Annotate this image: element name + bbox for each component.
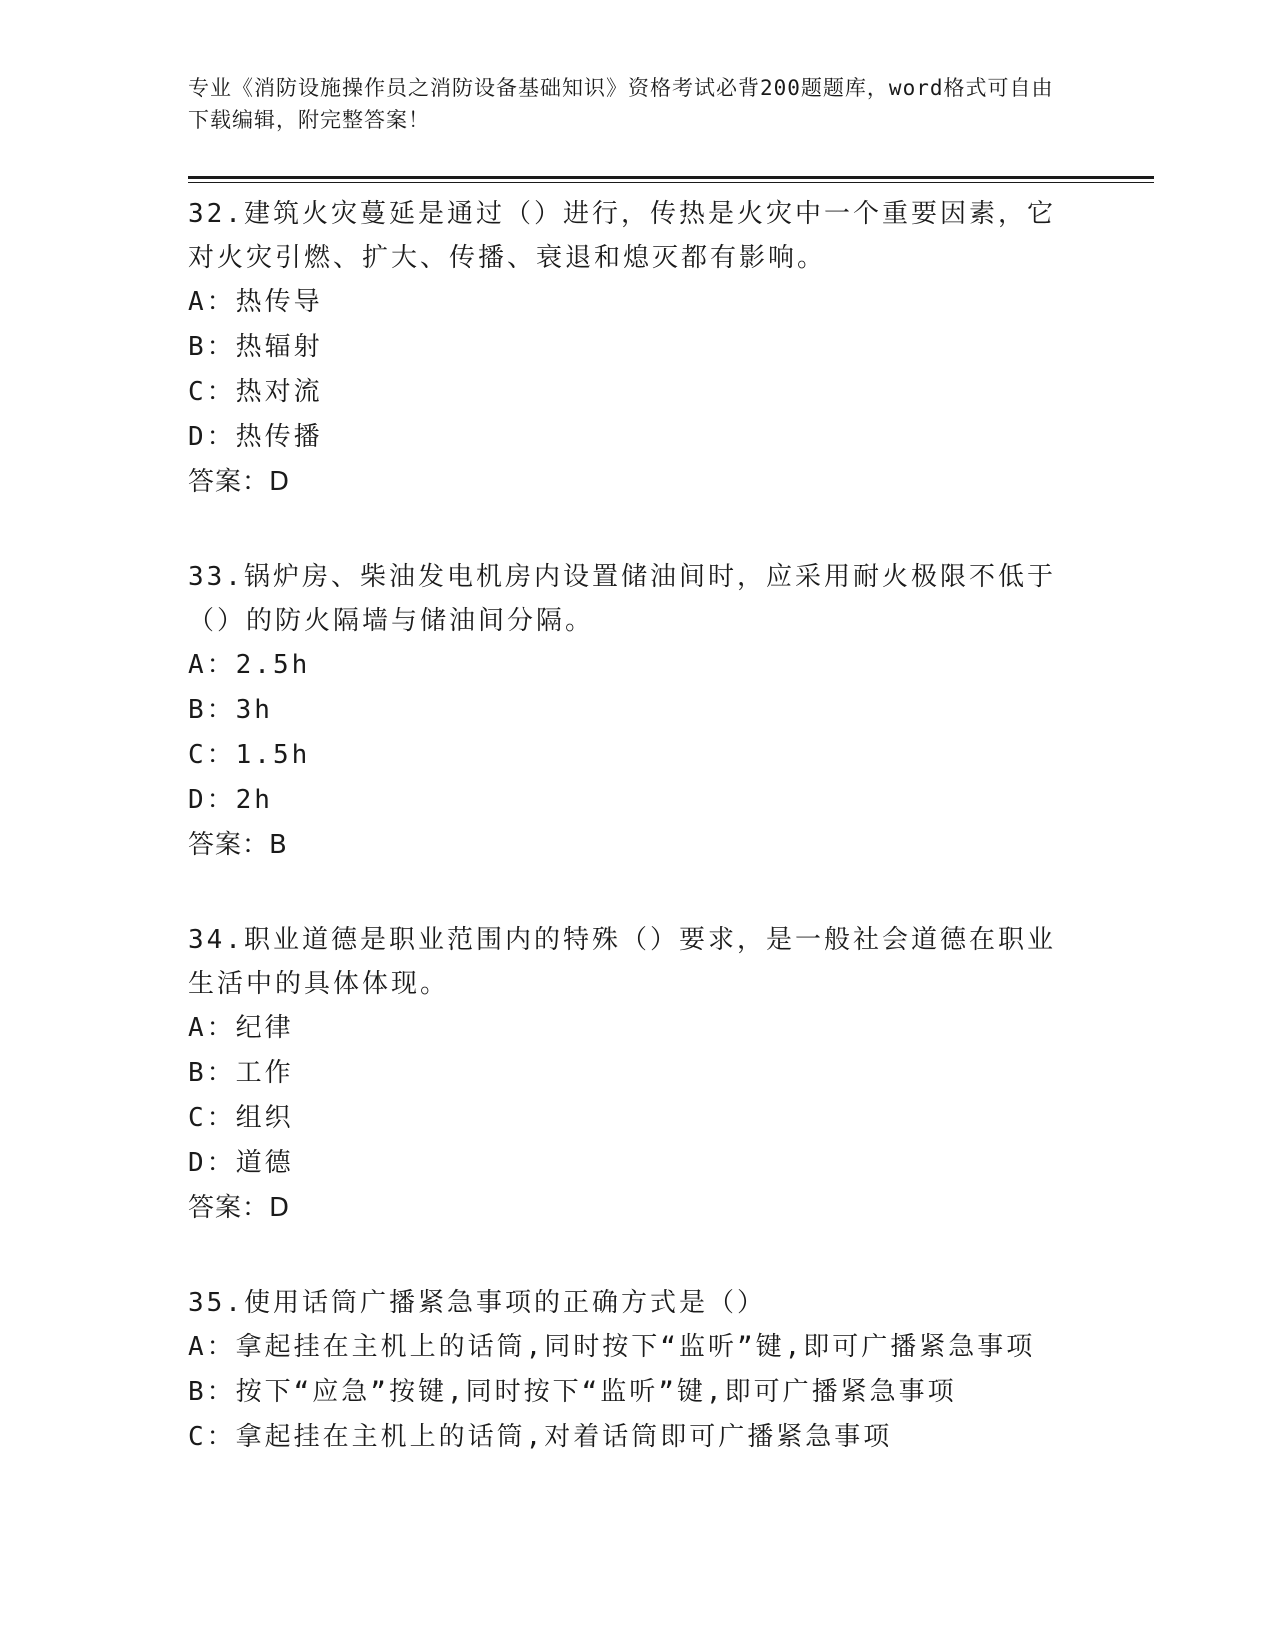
option-d: D：热传播 (188, 422, 323, 452)
option-c: C：1.5h (188, 740, 311, 770)
option-c: C：热对流 (188, 377, 323, 407)
option-a: A：2.5h (188, 650, 311, 680)
option-b: B：工作 (188, 1058, 294, 1088)
question-stem: 33.锅炉房、柴油发电机房内设置储油间时，应采用耐火极限不低于（）的防火隔墙与储油间分隔。 (188, 562, 1056, 636)
document-header: 专业《消防设施操作员之消防设备基础知识》资格考试必背200题题库，word格式可自由下载编辑，附完整答案！ (188, 76, 1054, 132)
question-list (188, 192, 1088, 1460)
option-b: B：热辐射 (188, 332, 323, 362)
option-a: A：拿起挂在主机上的话筒,同时按下“监听”键,即可广播紧急事项 (188, 1332, 1036, 1362)
header-divider-thin (188, 182, 1154, 183)
answer: 答案：B (188, 830, 288, 860)
question-spacer (188, 505, 1088, 555)
question-35 (188, 1281, 1088, 1460)
question-spacer (188, 1231, 1088, 1281)
question-stem: 34.职业道德是职业范围内的特殊（）要求，是一般社会道德在职业生活中的具体体现。 (188, 925, 1056, 999)
option-a: A：纪律 (188, 1013, 294, 1043)
option-d: D：2h (188, 785, 273, 815)
question-spacer (188, 868, 1088, 918)
option-b: B：按下“应急”按键,同时按下“监听”键,即可广播紧急事项 (188, 1377, 957, 1407)
option-b: B：3h (188, 695, 273, 725)
question-34 (188, 918, 1088, 1231)
question-stem: 32.建筑火灾蔓延是通过（）进行，传热是火灾中一个重要因素，它对火灾引燃、扩大、传播、衰退和熄灭都有影响。 (188, 199, 1056, 273)
answer: 答案：D (188, 1193, 291, 1223)
question-stem: 35.使用话筒广播紧急事项的正确方式是（） (188, 1288, 766, 1318)
header-divider-thick (188, 176, 1154, 179)
option-d: D：道德 (188, 1148, 294, 1178)
question-33 (188, 555, 1088, 868)
option-a: A：热传导 (188, 287, 323, 317)
option-c: C：拿起挂在主机上的话筒,对着话筒即可广播紧急事项 (188, 1422, 893, 1452)
question-32 (188, 192, 1088, 505)
answer: 答案：D (188, 467, 291, 497)
option-c: C：组织 (188, 1103, 294, 1133)
